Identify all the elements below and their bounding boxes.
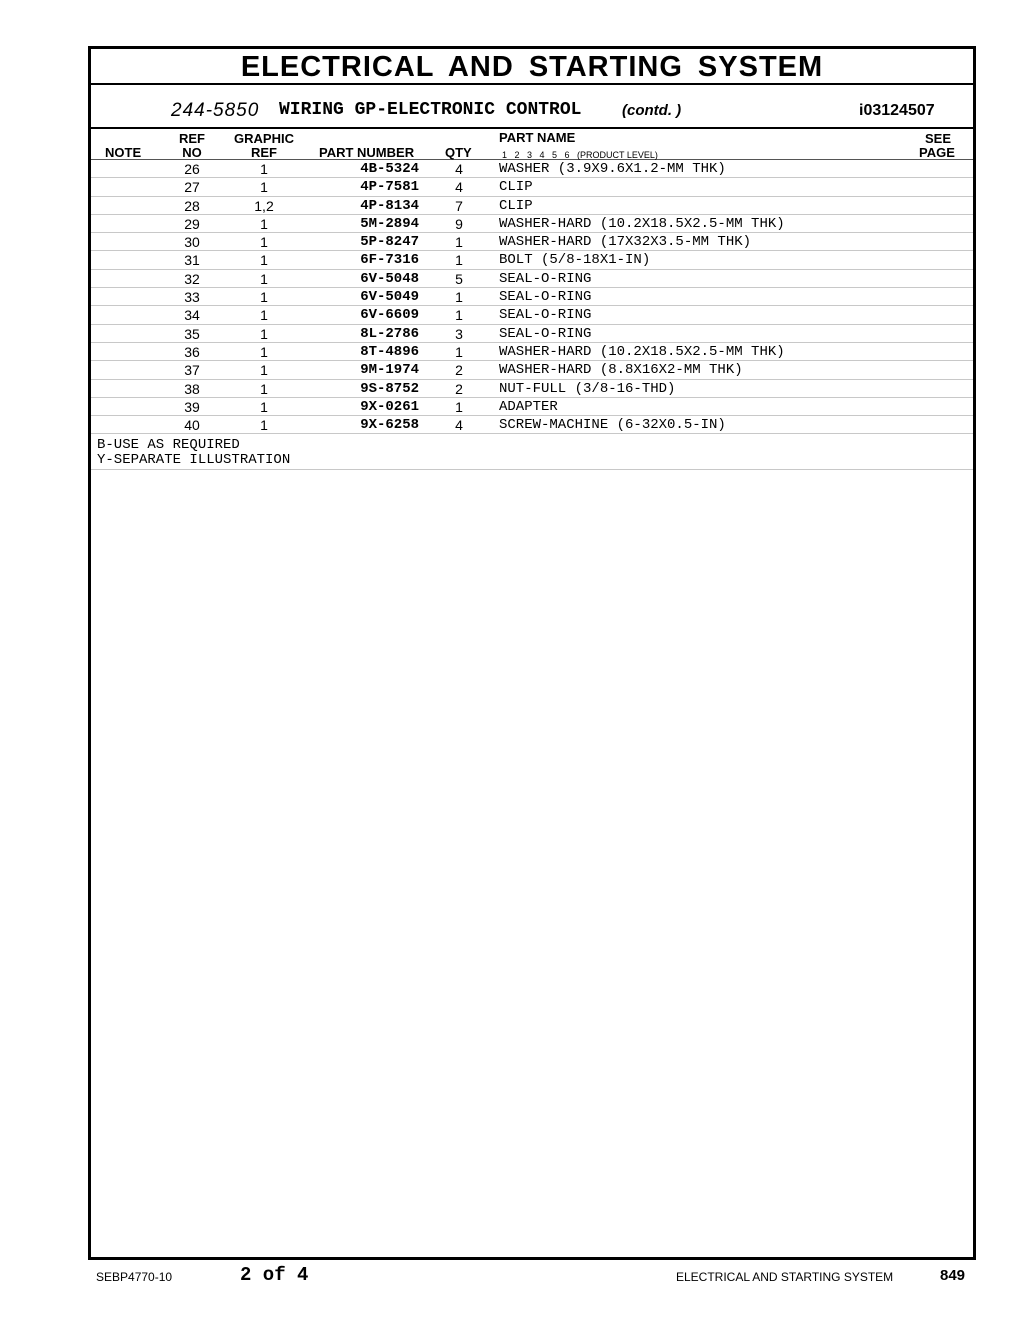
graphic-ref: 1 [260, 215, 268, 232]
note-line: Y-SEPARATE ILLUSTRATION [97, 452, 291, 468]
ref-number: 38 [184, 380, 200, 397]
part-name: ADAPTER [499, 398, 558, 415]
footer-page-number: 849 [940, 1267, 966, 1284]
graphic-ref: 1 [260, 234, 268, 251]
graphic-ref: 1 [260, 362, 268, 379]
group-id: i03124507 [859, 102, 935, 119]
col-see-top: SEE [925, 131, 952, 146]
table-row [91, 270, 973, 288]
table-row [91, 306, 973, 324]
graphic-ref: 1 [260, 270, 268, 287]
graphic-ref: 1 [260, 252, 268, 269]
graphic-ref: 1 [260, 289, 268, 306]
ref-number: 36 [184, 343, 200, 360]
col-graphic-top: GRAPHIC [234, 131, 294, 146]
quantity: 7 [455, 197, 463, 214]
quantity: 1 [455, 307, 463, 324]
quantity: 3 [455, 325, 463, 342]
ref-number: 30 [184, 234, 200, 251]
part-number: 6F-7316 [360, 252, 419, 269]
col-ref-bottom: NO [182, 145, 202, 160]
table-row [91, 398, 973, 416]
quantity: 4 [455, 161, 463, 177]
table-row [91, 197, 973, 215]
ref-number: 33 [184, 289, 200, 306]
ref-number: 29 [184, 215, 200, 232]
part-name: WASHER-HARD (8.8X16X2-MM THK) [499, 362, 743, 379]
note-line: B-USE AS REQUIRED [97, 437, 240, 453]
part-name: SEAL-O-RING [499, 270, 592, 287]
part-number: 9S-8752 [360, 380, 419, 397]
part-name: SCREW-MACHINE (6-32X0.5-IN) [499, 417, 726, 434]
table-row [91, 416, 973, 434]
ref-number: 27 [184, 179, 200, 196]
graphic-ref: 1 [260, 161, 268, 177]
table-row [91, 178, 973, 196]
column-headers [91, 129, 973, 160]
table-row [91, 361, 973, 379]
quantity: 4 [455, 417, 463, 434]
page-title: ELECTRICAL AND STARTING SYSTEM [91, 49, 973, 85]
notes-block [91, 437, 973, 470]
col-note: NOTE [105, 145, 142, 160]
part-name: SEAL-O-RING [499, 325, 592, 342]
graphic-ref: 1 [260, 343, 268, 360]
part-number: 4B-5324 [360, 161, 419, 177]
quantity: 9 [455, 215, 463, 232]
col-see-bottom: PAGE [919, 145, 955, 160]
ref-number: 39 [184, 398, 200, 415]
part-number: 9M-1974 [360, 362, 419, 379]
page-frame [88, 46, 976, 1260]
part-number: 8T-4896 [360, 343, 419, 360]
col-ref-top: REF [179, 131, 205, 146]
quantity: 4 [455, 179, 463, 196]
graphic-ref: 1 [260, 398, 268, 415]
part-number: 4P-7581 [360, 179, 419, 196]
col-qty: QTY [445, 145, 472, 160]
part-number: 8L-2786 [360, 325, 419, 342]
part-number: 6V-5048 [360, 270, 419, 287]
ref-number: 32 [184, 270, 200, 287]
quantity: 1 [455, 343, 463, 360]
ref-number: 28 [184, 197, 200, 214]
part-name: SEAL-O-RING [499, 289, 592, 306]
part-name: BOLT (5/8-18X1-IN) [499, 252, 651, 269]
group-header [91, 85, 973, 129]
group-name: WIRING GP-ELECTRONIC CONTROL [279, 100, 582, 120]
graphic-ref: 1 [260, 325, 268, 342]
table-row [91, 288, 973, 306]
quantity: 1 [455, 252, 463, 269]
quantity: 2 [455, 380, 463, 397]
col-graphic-bottom: REF [251, 145, 277, 160]
footer-section: ELECTRICAL AND STARTING SYSTEM [676, 1270, 894, 1284]
table-row [91, 160, 973, 178]
part-name: SEAL-O-RING [499, 307, 592, 324]
graphic-ref: 1 [260, 380, 268, 397]
footer-page-of: 2 of 4 [240, 1264, 309, 1286]
quantity: 1 [455, 289, 463, 306]
part-number: 6V-5049 [360, 289, 419, 306]
part-name: NUT-FULL (3/8-16-THD) [499, 380, 676, 397]
ref-number: 34 [184, 307, 200, 324]
part-name: CLIP [499, 179, 533, 196]
ref-number: 40 [184, 417, 200, 434]
graphic-ref: 1 [260, 307, 268, 324]
col-part-number: PART NUMBER [319, 145, 415, 160]
quantity: 5 [455, 270, 463, 287]
ref-number: 35 [184, 325, 200, 342]
quantity: 1 [455, 234, 463, 251]
part-number: 4P-8134 [360, 197, 419, 214]
col-part-name: PART NAME [499, 130, 576, 145]
part-number: 6V-6609 [360, 307, 419, 324]
table-row [91, 380, 973, 398]
table-row [91, 343, 973, 361]
ref-number: 37 [184, 362, 200, 379]
col-product-level: 1 2 3 4 5 6 (PRODUCT LEVEL) [502, 150, 658, 160]
part-name: WASHER (3.9X9.6X1.2-MM THK) [499, 161, 726, 177]
part-number: 5M-2894 [360, 215, 419, 232]
part-name: CLIP [499, 197, 533, 214]
quantity: 2 [455, 362, 463, 379]
table-row [91, 251, 973, 269]
parts-list [91, 160, 973, 434]
part-number: 9X-0261 [360, 398, 419, 415]
page-footer [0, 1262, 1020, 1292]
ref-number: 26 [184, 161, 200, 177]
table-row [91, 215, 973, 233]
table-row [91, 233, 973, 251]
graphic-ref: 1 [260, 417, 268, 434]
footer-doc-number: SEBP4770-10 [96, 1270, 173, 1284]
group-contd: (contd. ) [622, 102, 682, 119]
part-number: 9X-6258 [360, 417, 419, 434]
graphic-ref: 1,2 [254, 197, 274, 214]
ref-number: 31 [184, 252, 200, 269]
part-name: WASHER-HARD (10.2X18.5X2.5-MM THK) [499, 215, 785, 232]
part-number: 5P-8247 [360, 234, 419, 251]
group-number: 244-5850 [171, 100, 260, 121]
part-name: WASHER-HARD (10.2X18.5X2.5-MM THK) [499, 343, 785, 360]
part-name: WASHER-HARD (17X32X3.5-MM THK) [499, 234, 752, 251]
table-row [91, 325, 973, 343]
graphic-ref: 1 [260, 179, 268, 196]
quantity: 1 [455, 398, 463, 415]
